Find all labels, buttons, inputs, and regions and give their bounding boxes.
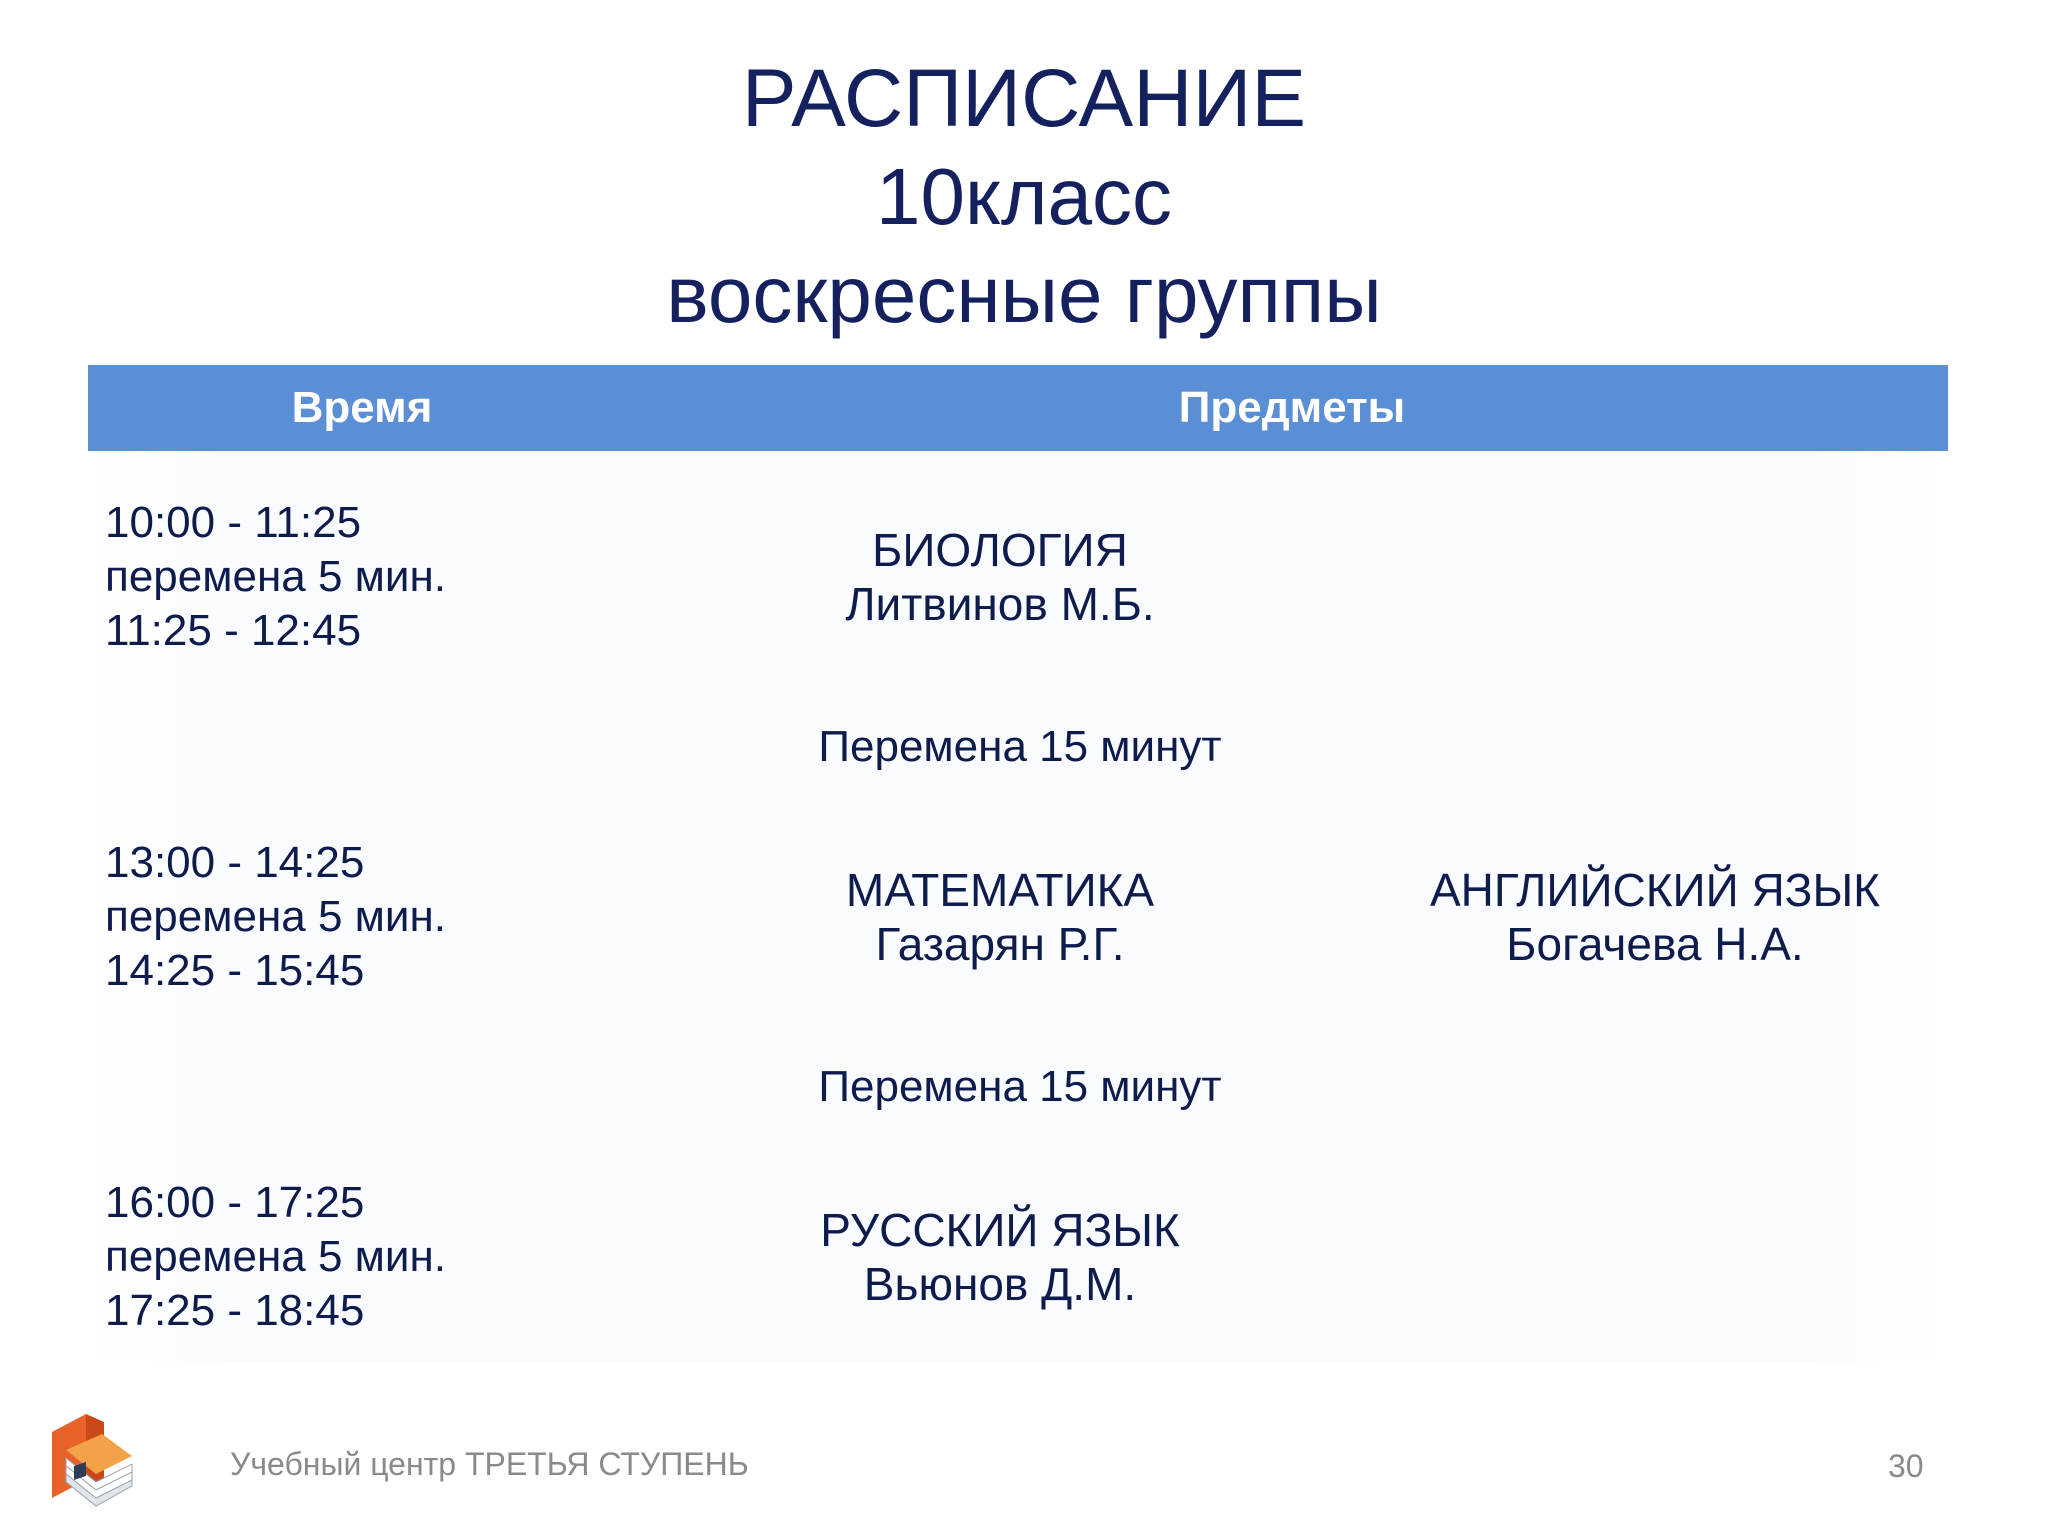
- header-time: Время: [291, 383, 433, 432]
- slide-title: [0, 50, 2048, 344]
- page-number: 30: [1888, 1448, 1924, 1484]
- time-cell-row-3: [105, 1176, 545, 1338]
- time-start: 10:00 - 11:25: [105, 498, 362, 547]
- time-start: 16:00 - 17:25: [105, 1178, 365, 1227]
- time-break: перемена 5 мин.: [105, 892, 446, 941]
- title-groups: воскресные группы: [666, 250, 1382, 339]
- time-cell-row-1: [105, 496, 545, 658]
- time-end: 14:25 - 15:45: [105, 946, 365, 995]
- time-start: 13:00 - 14:25: [105, 838, 365, 887]
- subject-cell-russian: [680, 1203, 1320, 1311]
- time-break: перемена 5 мин.: [105, 1232, 446, 1281]
- time-cell-row-2: [105, 836, 545, 998]
- subject-cell-biology: [680, 523, 1320, 631]
- time-end: 17:25 - 18:45: [105, 1286, 365, 1335]
- break-row-1: Перемена 15 минут: [818, 722, 1222, 771]
- subject-teacher: Литвинов М.Б.: [845, 578, 1155, 630]
- subject-name: МАТЕМАТИКА: [845, 864, 1155, 916]
- time-end: 11:25 - 12:45: [105, 606, 362, 655]
- subject-cell-english: [1335, 863, 1975, 971]
- subject-name: БИОЛОГИЯ: [872, 524, 1128, 576]
- subject-teacher: Газарян Р.Г.: [875, 918, 1125, 970]
- subject-name: АНГЛИЙСКИЙ ЯЗЫК: [1430, 864, 1880, 916]
- subject-teacher: Богачева Н.А.: [1506, 918, 1804, 970]
- title-heading: РАСПИСАНИЕ: [741, 53, 1307, 144]
- schedule-table-header: [88, 365, 1948, 451]
- footer-organization: Учебный центр ТРЕТЬЯ СТУПЕНЬ: [230, 1446, 749, 1482]
- subject-name: РУССКИЙ ЯЗЫК: [820, 1204, 1180, 1256]
- subject-cell-math: [680, 863, 1320, 971]
- title-class: 10класс: [875, 152, 1173, 241]
- time-break: перемена 5 мин.: [105, 552, 446, 601]
- break-row-2: Перемена 15 минут: [818, 1062, 1222, 1111]
- subject-teacher: Вьюнов Д.М.: [863, 1258, 1137, 1310]
- books-logo-icon: [44, 1410, 140, 1510]
- header-subjects: Предметы: [1178, 383, 1406, 432]
